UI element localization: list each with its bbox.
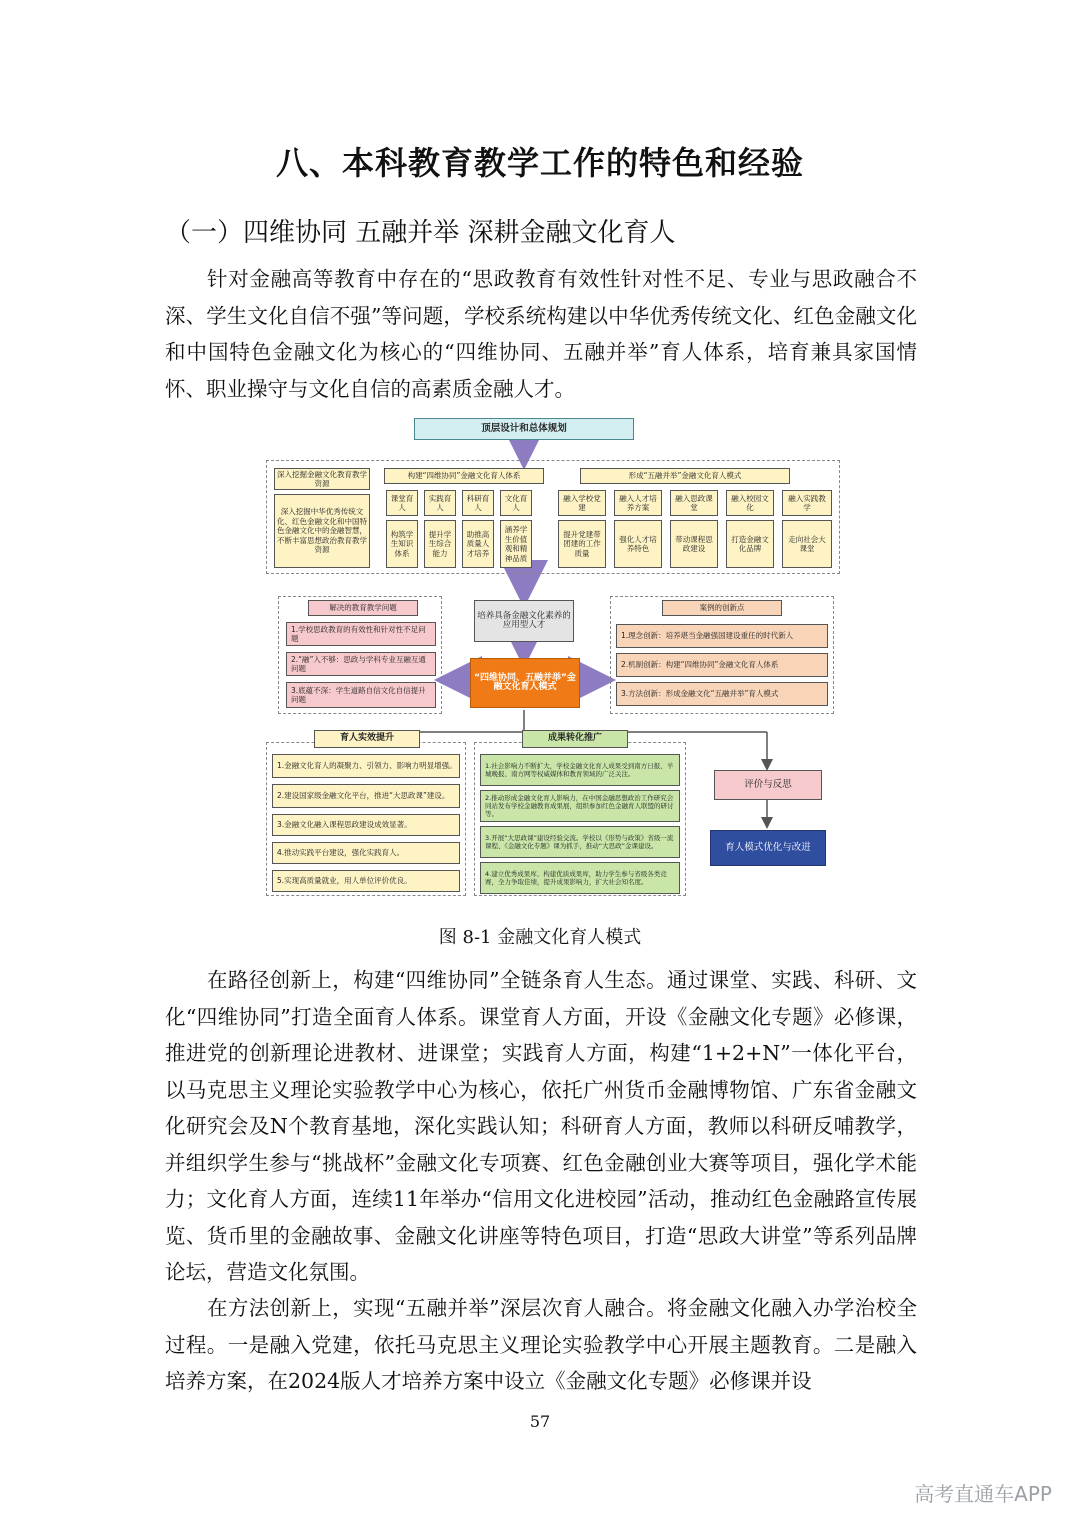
intro-paragraph: 针对金融高等教育中存在的“思政教育有效性针对性不足、专业与思政融合不深、学生文化自信不强”等问题，学校系统构建以中华优秀传统文化、红色金融文化和中国特色金融文化为核心的“四维协同、五融并举”育人体系，培育兼具家国情怀、职业操守与文化自信的高素质金融人才。 <box>165 267 917 401</box>
problem-2: 2.“融”入不够：思政与学科专业互融互通问题 <box>286 652 436 676</box>
result-2: 2.推动形成金融文化育人影响力，在中国金融思想政治工作研究会同站发布学校金融教育成果展，组织参加红色金融育人联盟的研讨等。 <box>480 790 680 822</box>
result-3: 3.开展“大思政课”建设经验交流。学校以《形势与政策》省级一流课程、《金融文化专题》课为抓手，推动“大思政”金课建设。 <box>480 826 680 858</box>
effect-5: 5.实现高质量就业，用人单位评价优良。 <box>272 870 460 892</box>
result-1: 1.社会影响力不断扩大，学校金融文化育人成果受到南方日报、羊城晚报、南方网等权威媒体和教育领域的广泛关注。 <box>480 754 680 786</box>
four-dim-head-2: 实践育人 <box>424 490 456 516</box>
five-fusion-head-5: 融入实践教学 <box>782 490 832 516</box>
core-model-box: “四维协同、五融并举”金融文化育人模式 <box>470 658 580 708</box>
five-fusion-head-3: 融入思政课堂 <box>670 490 718 516</box>
evaluation-box: 评价与反思 <box>714 770 822 800</box>
innovations-title: 案例的创新点 <box>662 600 782 616</box>
goal-box: 培养具备金融文化素养的应用型人才 <box>474 600 574 642</box>
four-dim-head-1: 课堂育人 <box>386 490 418 516</box>
five-fusion-body-4: 打造金融文化品牌 <box>726 520 774 568</box>
innovation-1: 1.理念创新：培养堪当金融强国建设重任的时代新人 <box>616 624 828 648</box>
effect-2: 2.建设国家级金融文化平台，推进“大思政课”建设。 <box>272 784 460 808</box>
five-fusion-body-1: 提升党建带团建的工作质量 <box>558 520 606 568</box>
effect-1: 1.金融文化育人的凝聚力、引领力、影响力明显增强。 <box>272 754 460 778</box>
optimize-box: 育人模式优化与改进 <box>710 830 826 866</box>
five-fusion-head-1: 融入学校党建 <box>558 490 606 516</box>
path-innovation-paragraph: 在路径创新上，构建“四维协同”全链条育人生态。通过课堂、实践、科研、文化“四维协同”打造全面育人体系。课堂育人方面，开设《金融文化专题》必修课，推进党的创新理论进教材、进课堂；实践育人方面，构建“1+2+N”一体化平台，以马克思主义理论实验教学中心为核心，依托广州货币金融博物馆、广东省金融文化研究会及N个教育基地，深化实践认知；科研育人方面，教师以科研反哺教学，并组织学生参与“挑战杯”金融文化专项赛、红色金融创业大赛等项目，强化学术能力；文化育人方面，连续11年举办“信用文化进校园”活动，推动红色金融路宣传展览、货币里的金融故事、金融文化讲座等特色项目，打造“思政大讲堂”等系列品牌论坛，营造文化氛围。 <box>165 968 917 1284</box>
resources-body: 深入挖掘中华优秀传统文化、红色金融文化和中国特色金融文化中的金融智慧，不断丰富思想政治教育教学资源 <box>274 494 370 568</box>
results-title: 成果转化推广 <box>522 730 628 748</box>
four-dim-body-3: 助推高质量人才培养 <box>462 520 494 568</box>
problem-1: 1.学校思政教育的有效性和针对性不足问题 <box>286 622 436 646</box>
effect-3: 3.金融文化融入课程思政建设成效显著。 <box>272 814 460 836</box>
subsection-heading: （一）四维协同 五融并举 深耕金融文化育人 <box>165 218 676 248</box>
five-fusion-body-5: 走向社会大课堂 <box>782 520 832 568</box>
top-design-box: 顶层设计和总体规划 <box>414 418 634 440</box>
effect-4: 4.推动实践平台建设，强化实践育人。 <box>272 842 460 864</box>
innovation-2: 2.机制创新：构建“四维协同”金融文化育人体系 <box>616 653 828 677</box>
four-dim-title: 构建“四维协同”金融文化育人体系 <box>384 468 544 484</box>
five-fusion-head-4: 融入校园文化 <box>726 490 774 516</box>
method-innovation-paragraph: 在方法创新上，实现“五融并举”深层次育人融合。将金融文化融入办学治校全过程。一是融入党建，依托马克思主义理论实验教学中心开展主题教育。二是融入培养方案，在2024版人才培养方案中设立《金融文化专题》必修课并设 <box>165 1296 917 1393</box>
five-fusion-body-2: 强化人才培养特色 <box>614 520 662 568</box>
problem-3: 3.底蕴不深：学生道路自信文化自信提升问题 <box>286 682 436 708</box>
four-dim-head-3: 科研育人 <box>462 490 494 516</box>
figure-caption: 图 8-1 金融文化育人模式 <box>438 927 642 948</box>
watermark: 高考直通车APP <box>914 1482 1052 1506</box>
result-4: 4.建立优秀成果库、构建优质成果库，助力学生参与省级各类竞赛，全力争取佳绩，提升成果影响力，扩大社会知名度。 <box>480 862 680 894</box>
page-number: 57 <box>529 1412 551 1431</box>
four-dim-body-2: 提升学生综合能力 <box>424 520 456 568</box>
innovation-3: 3.方法创新：形成金融文化“五融并举”育人模式 <box>616 682 828 706</box>
five-fusion-body-3: 带动课程思政建设 <box>670 520 718 568</box>
section-heading: 八、本科教育教学工作的特色和经验 <box>275 144 804 182</box>
four-dim-body-4: 涵养学生价值观和精神品质 <box>500 520 532 568</box>
five-fusion-title: 形成“五融并举”金融文化育人模式 <box>580 468 790 484</box>
four-dim-head-4: 文化育人 <box>500 490 532 516</box>
four-dim-body-1: 构筑学生知识体系 <box>386 520 418 568</box>
effects-title: 育人实效提升 <box>314 730 420 748</box>
resources-title: 深入挖掘金融文化教育教学资源 <box>274 468 370 490</box>
problems-title: 解决的教育教学问题 <box>308 600 418 616</box>
education-model-diagram <box>262 412 844 900</box>
five-fusion-head-2: 融入人才培养方案 <box>614 490 662 516</box>
